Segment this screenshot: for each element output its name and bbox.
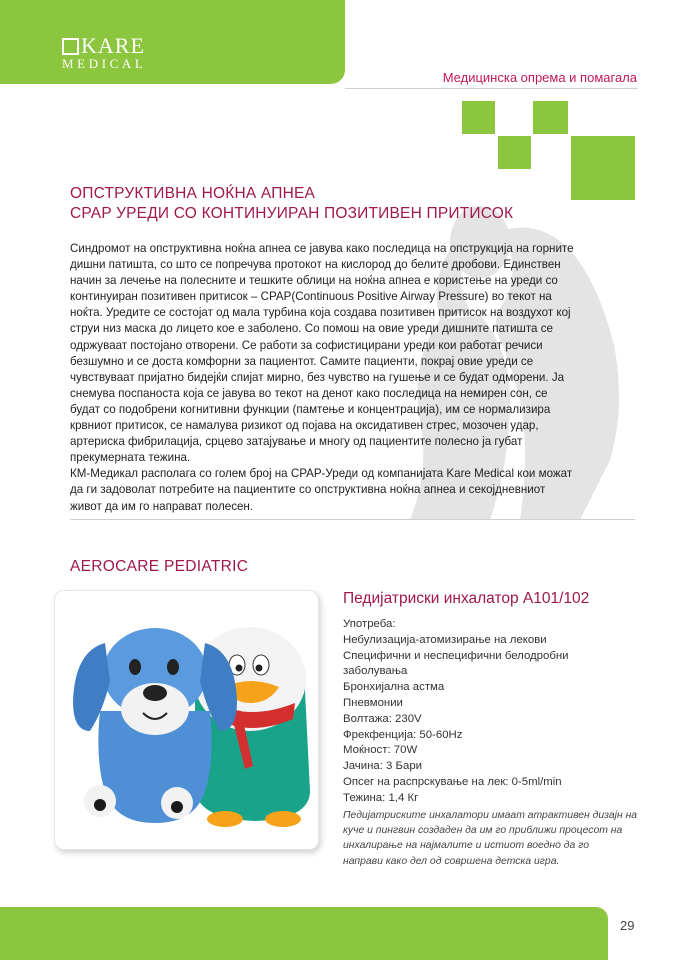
product-note <box>343 808 637 869</box>
body-line: струи низ маска до лицето кое е заболено. Со помош на овие уреди дишните патишта се <box>70 322 553 336</box>
page-number: 29 <box>620 918 635 933</box>
logo-sub-text: MEDICAL <box>62 56 147 71</box>
body-line: будат со подобрени когнитивни функции (памтење и концентрација), им се нормализира <box>70 402 551 416</box>
section-title: AEROCARE PEDIATRIC <box>70 558 249 575</box>
body-line: безшумно и се доста комфорни за пациентот. Самите пациенти, покрај овие уреди се <box>70 354 534 368</box>
inhaler-toys-image <box>55 591 320 851</box>
category-label: Медицинска опрема и помагала <box>442 70 637 85</box>
article-body <box>70 241 645 515</box>
body-line: чувствуваат пријатно бидејќи спијат мирно, без чувство на гушење и се будат одморени. Ја <box>70 370 565 384</box>
body-line: КМ-Медикал располага со голем број на CPAP-Уреди од компанијата Kare Medical кои можат <box>70 467 573 481</box>
title-line: ОПСТРУКТИВНА НОЌНА АПНЕА <box>70 185 316 202</box>
spec-line: заболувања <box>343 665 408 678</box>
spec-line: Бронхијална астма <box>343 681 445 694</box>
body-line: живот да им го направат полесен. <box>70 499 254 513</box>
body-line: да ги задоволат потребите на пациентите со опструктивна ноќна апнеа и секојдневниот <box>70 483 546 497</box>
spec-line: Специфични и неспецифични белодробни <box>343 649 569 662</box>
spec-line: Тежина: 1,4 Кг <box>343 791 419 804</box>
decor-square <box>533 101 568 134</box>
note-line: куче и пингвин создаден да им го приближи процесот на <box>343 825 623 837</box>
product-title: Педијатриски инхалатор А101/102 <box>343 590 590 607</box>
body-line: ноќта. Уредите се состојат од мала турбина која создава позитивен притисок на воздухот кој <box>70 306 571 320</box>
article-title <box>70 184 513 224</box>
decor-square <box>462 101 495 134</box>
body-line: дишни патишта, со што се попречува протокот на кислород до белите дробови. Единствен <box>70 258 561 272</box>
spec-line: Фрекфенција: 50-60Hz <box>343 728 463 741</box>
logo-square-icon <box>62 38 79 55</box>
spec-line: Пневмонии <box>343 696 403 709</box>
note-line: направи како дел од совршена детска игра. <box>343 855 560 867</box>
body-line: прекумерната тежина. <box>70 451 191 465</box>
spec-line: Небулизација-атомизирање на лекови <box>343 633 547 646</box>
body-line: начин за лечење на полесните и тешките облици на ноќна апнеа е користење на уреди со <box>70 274 558 288</box>
section-divider <box>70 519 635 520</box>
decor-square <box>498 136 531 169</box>
body-line: снемува поспаноста која се јавува во текот на денот како последица на немирен сон, се <box>70 386 548 400</box>
body-line: одржуваат постојано отворени. Се работи за софистицирани уреди кои работат речиси <box>70 338 543 352</box>
kare-medical-logo <box>62 33 147 71</box>
note-line: инхалирање на најмалите и истиот воедно да го <box>343 840 589 852</box>
spec-line: Моќност: 70W <box>343 744 418 757</box>
spec-line: Волтажа: 230V <box>343 712 422 725</box>
footer-band <box>0 907 608 960</box>
title-line: CPAP УРЕДИ СО КОНТИНУИРАН ПОЗИТИВЕН ПРИТИСОК <box>70 205 514 222</box>
spec-line: Јачина: 3 Бари <box>343 760 423 773</box>
header-band <box>0 0 345 84</box>
note-line: Педијатриските инхалатори имаат атрактивен дизајн на <box>343 810 638 821</box>
spec-line: Употреба: <box>343 618 396 630</box>
body-line: Синдромот на опструктивна ноќна апнеа се јавува како последица на опструкција на горните <box>70 242 574 255</box>
logo-main-text: KARE <box>81 33 145 58</box>
body-line: артериска фибрилација, срцево затајување и многу од пациентите полесно ја губат <box>70 435 523 449</box>
product-photo <box>54 590 319 850</box>
body-line: крвниот притисок, се намалува ризикот од појава на оксидативен стрес, мозочен удар, <box>70 419 539 433</box>
body-line: континуиран позитивен притисок – CPAP(Continuous Positive Airway Pressure) во текот на <box>70 290 552 304</box>
product-specs <box>343 617 569 807</box>
header-divider <box>345 88 638 89</box>
spec-line: Опсег на распрскување на лек: 0-5ml/min <box>343 775 562 788</box>
